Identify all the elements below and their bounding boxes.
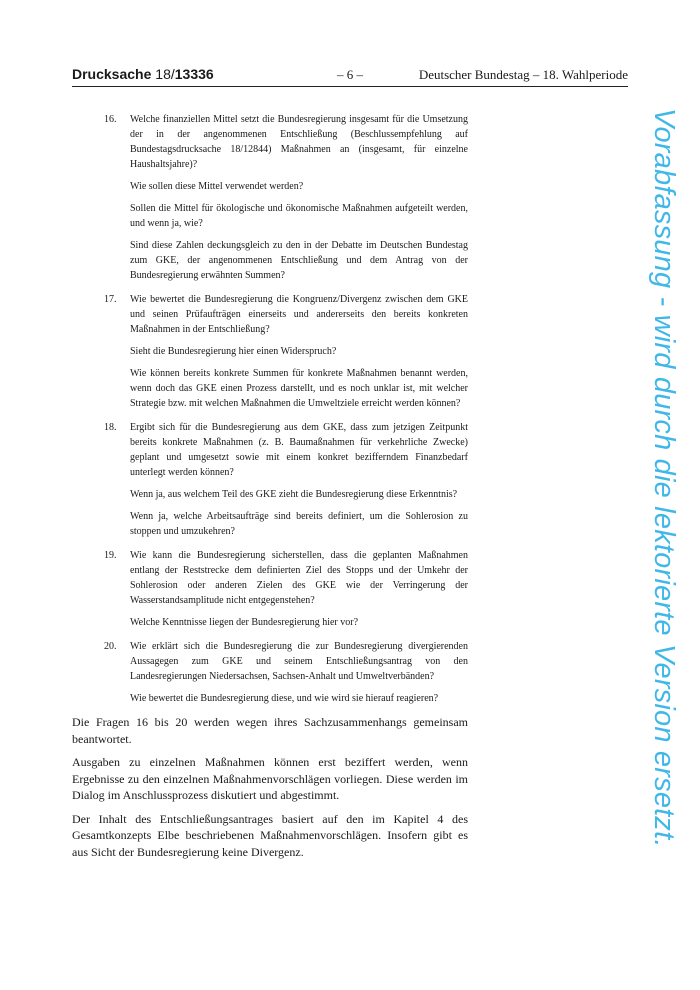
question-paragraph: Sollen die Mittel für ökologische und ökonomische Maßnahmen aufgeteilt werden, und wenn ja, wie? <box>130 203 468 229</box>
question-19 <box>72 548 468 630</box>
question-paragraph: Wie bewertet die Bundesregierung diese, und wie wird sie hierauf reagieren? <box>130 693 439 704</box>
answer-paragraph: Die Fragen 16 bis 20 werden wegen ihres Sachzusammenhangs gemeinsam beantwortet. <box>72 715 468 746</box>
document-number: 13336 <box>174 66 214 82</box>
question-paragraph: Wie erklärt sich die Bundesregierung die zur Bundesregierung divergierenden Aussagegen zum GKE und seinem Entschließungsantrag von den Landesregierungen Niedersachsen, Sachsen-Anhalt und Umweltverbänden? <box>130 641 468 682</box>
draft-watermark <box>642 108 686 908</box>
question-paragraph: Wenn ja, aus welchem Teil des GKE zieht die Bundesregierung diese Erkenntnis? <box>130 489 458 500</box>
institution-label: Deutscher Bundestag – 18. Wahlperiode <box>418 67 628 82</box>
question-paragraph: Wie können bereits konkrete Summen für konkrete Maßnahmen benannt werden, wenn doch das GKE einen Prozess darstellt, und es noch unklar ist, mit welcher Strategie bzw. mit welchen Maßnahmen die Umweltziele erreicht werden können? <box>130 368 468 409</box>
answer-section <box>72 714 468 860</box>
question-number: 18. <box>104 422 117 433</box>
document-label: Drucksache <box>72 66 152 82</box>
answer-paragraph: Ausgaben zu einzelnen Maßnahmen können erst beziffert werden, wenn Ergebnisse zu den einzelnen Maßnahmenvorschlägen vorliegen. Diese werden im Dialog im Anschlussprozess diskutiert und abgestimmt. <box>72 755 468 802</box>
question-16 <box>72 112 468 283</box>
page-body <box>72 112 468 867</box>
question-list <box>72 112 468 706</box>
question-paragraph: Sieht die Bundesregierung hier einen Widerspruch? <box>130 346 337 357</box>
question-paragraph: Wie sollen diese Mittel verwendet werden? <box>130 181 304 192</box>
question-20 <box>72 639 468 706</box>
page-header <box>72 66 628 87</box>
question-17 <box>72 292 468 411</box>
question-paragraph: Ergibt sich für die Bundesregierung aus dem GKE, dass zum jetzigen Zeitpunkt bereits konkrete Maßnahmen (z. B. Baumaßnahmen für verkehrliche Zwecke) geplant und umgesetzt sowie mit einem konkret bezifferndem Finanzbedarf unterlegt werden können? <box>130 422 468 478</box>
question-18 <box>72 420 468 539</box>
question-paragraph: Wie bewertet die Bundesregierung die Kongruenz/Divergenz zwischen dem GKE und seinen Prüfaufträgen einerseits und andererseits den bereits konkreten Maßnahmen in der Entschließung? <box>130 294 468 335</box>
draft-watermark-text: Vorabfassung - wird durch die lektorierte Version ersetzt. <box>648 108 680 848</box>
question-number: 16. <box>104 114 117 125</box>
question-paragraph: Welche finanziellen Mittel setzt die Bundesregierung insgesamt für die Umsetzung der in der angenommenen Entschließung (Beschlussempfehlung auf Bundestagsdrucksache 18/12844) Maßnahmen an (insgesamt, für einzelne Haushaltsjahre)? <box>130 114 468 170</box>
document-number-prefix: 18/ <box>155 66 175 82</box>
question-paragraph: Sind diese Zahlen deckungsgleich zu den in der Debatte im Deutschen Bundestag zum GKE, der angenommenen Entschließung und dem Antrag von der Bundesregierung erwähnten Summen? <box>130 240 468 281</box>
question-number: 20. <box>104 641 117 652</box>
question-number: 17. <box>104 294 117 305</box>
question-paragraph: Welche Kenntnisse liegen der Bundesregierung hier vor? <box>130 617 359 628</box>
answer-paragraph: Der Inhalt des Entschließungsantrages basiert auf den im Kapitel 4 des Gesamtkonzepts Elbe beschriebenen Maßnahmenvorschlägen. Insofern gibt es aus Sicht der Bundesregierung keine Divergenz. <box>72 811 468 859</box>
page-number: – 6 – <box>337 67 363 82</box>
question-paragraph: Wenn ja, welche Arbeitsaufträge sind bereits definiert, um die Sohlerosion zu stoppen und umzukehren? <box>130 511 468 537</box>
question-paragraph: Wie kann die Bundesregierung sicherstellen, dass die geplanten Maßnahmen entlang der Reststrecke dem definierten Ziel des Stopps und der Umkehr der Sohlerosion oder anderen Zielen des GKE wie der Verringerung der Wasserstandsamplitude nicht entgegenstehen? <box>130 550 468 606</box>
question-number: 19. <box>104 550 117 561</box>
